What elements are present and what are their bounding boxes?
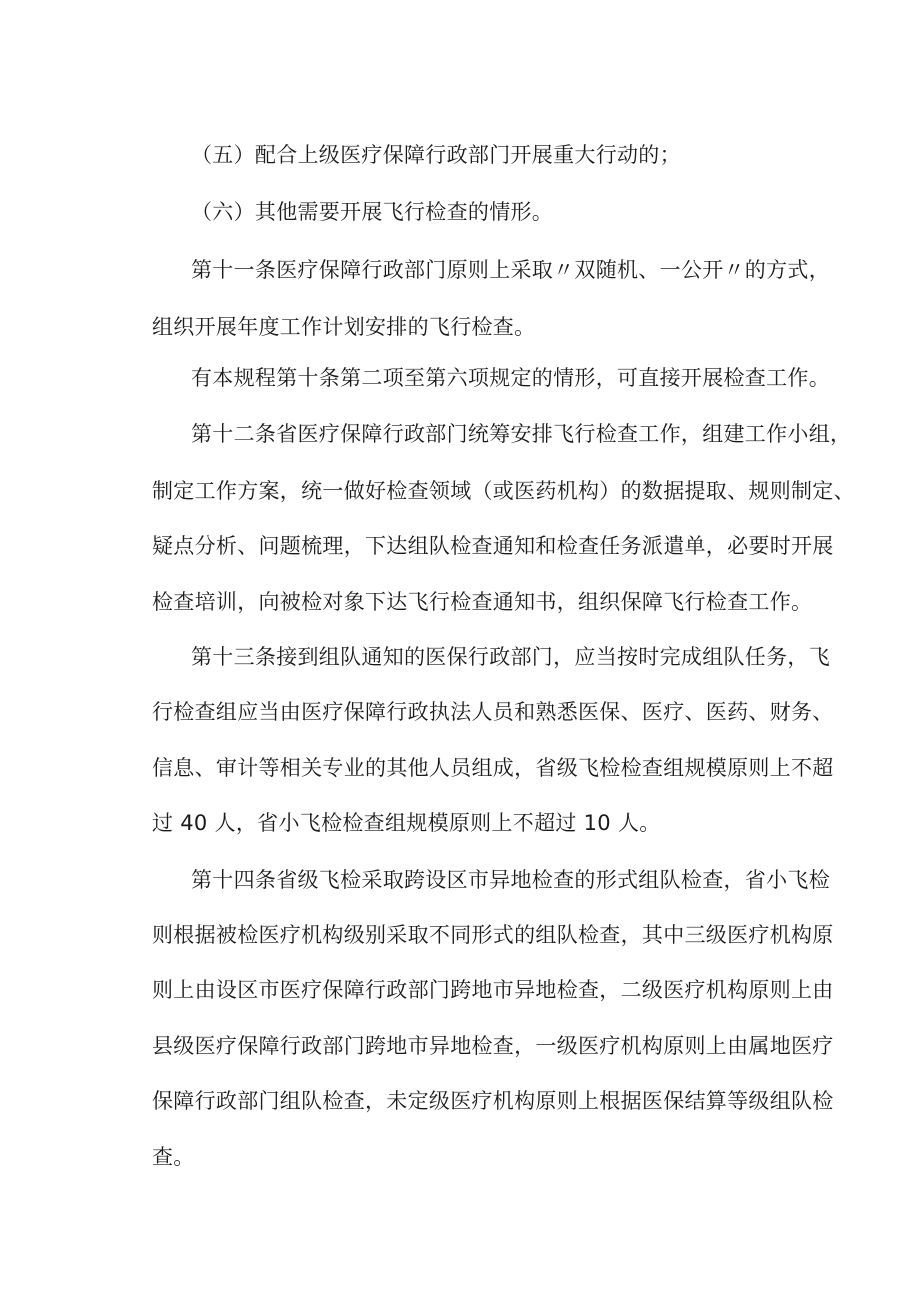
text-line: 行检查组应当由医疗保障行政执法人员和熟悉医保、医疗、医药、财务、 [152, 700, 834, 724]
text-line: 信息、审计等相关专业的其他人员组成，省级飞检检查组规模原则上不超 [152, 756, 834, 780]
text-line: 县级医疗保障行政部门跨地市异地检查，一级医疗机构原则上由属地医疗 [152, 1034, 834, 1058]
text-line: 第十一条医疗保障行政部门原则上采取〃双随机、一公开〃的方式， [191, 258, 830, 282]
text-line: 第十四条省级飞检采取跨设区市异地检查的形式组队检查，省小飞检 [191, 868, 830, 892]
text-line: 疑点分析、问题梳理，下达组队检查通知和检查任务派遣单，必要时开展 [152, 534, 834, 558]
text-line: 则根据被检医疗机构级别采取不同形式的组队检查，其中三级医疗机构原 [152, 923, 834, 947]
text-line: 检查培训，向被检对象下达飞行检查通知书，组织保障飞行检查工作。 [152, 590, 813, 614]
text-line: （六）其他需要开展飞行检查的情形。 [191, 200, 554, 224]
text-line: 制定工作方案，统一做好检查领域（或医药机构）的数据提取、规则制定、 [152, 479, 855, 503]
text-line: 第十二条省医疗保障行政部门统筹安排飞行检查工作，组建工作小组， [191, 422, 852, 446]
text-line: 有本规程第十条第二项至第六项规定的情形，可直接开展检查工作。 [191, 366, 830, 390]
text-line: 查。 [152, 1145, 195, 1169]
text-line: 组织开展年度工作计划安排的飞行检查。 [152, 315, 536, 339]
text-line: 保障行政部门组队检查，未定级医疗机构原则上根据医保结算等级组队检 [152, 1089, 834, 1113]
text-line: （五）配合上级医疗保障行政部门开展重大行动的； [191, 143, 681, 167]
text-line: 第十三条接到组队通知的医保行政部门，应当按时完成组队任务，飞 [191, 645, 830, 669]
text-line: 则上由设区市医疗保障行政部门跨地市异地检查，二级医疗机构原则上由 [152, 978, 834, 1002]
text-line: 过 40 人，省小飞检检查组规模原则上不超过 10 人。 [152, 811, 661, 835]
